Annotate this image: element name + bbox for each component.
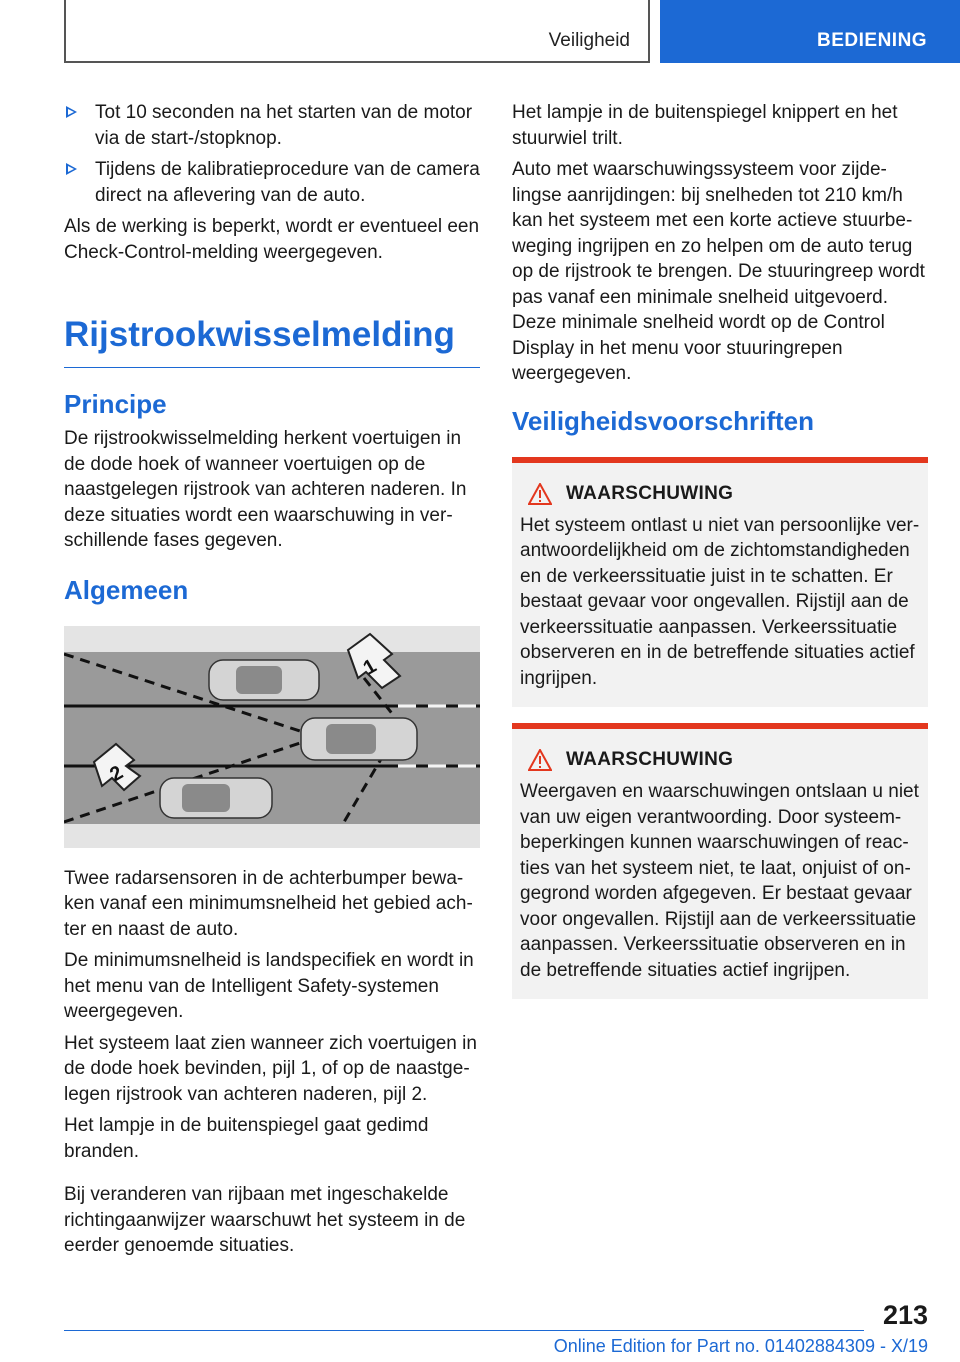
page-number: 213	[882, 1300, 928, 1330]
road-diagram	[64, 626, 480, 848]
car-icon	[160, 778, 272, 818]
radar-paragraph: Twee radarsensoren in de achterbumper bewaken vanaf een minimumsnelheid het gebied achter en naast de auto.	[64, 867, 473, 940]
left-column	[64, 100, 480, 1265]
warning-box	[512, 457, 928, 708]
arrow-2-label: 2	[106, 761, 127, 786]
header-chapter-tab[interactable]	[660, 0, 960, 63]
warning-text: Het systeem ontlast u niet van persoonlijke verantwoordelijkheid om de zichtomstandigheden en de verkeerssituatie juist in te schatten. Er bestaat gevaar voor ongevallen. Rijstijl aan de verkeerssituatie aanpassen. Verkeerssituatie observeren en in de betreffende situaties actief ingrijpen.	[520, 514, 920, 689]
page-title: Rijstrookwisselmelding	[64, 313, 480, 368]
footer-edition: Online Edition for Part no. 01402884309 - X/19	[553, 1336, 928, 1356]
min-speed-paragraph: De minimumsnelheid is landspecifiek en wordt in het menu van de Intelligent Safety-systemen weergegeven.	[64, 950, 474, 1022]
arrow-1-label: 1	[359, 654, 381, 680]
footer-divider	[64, 1330, 864, 1331]
warning-triangle-icon	[528, 749, 552, 771]
mirror-lamp-paragraph: Het lampje in de buitenspiegel gaat gedimd branden.	[64, 1115, 429, 1162]
principe-paragraph: De rijstrookwisselmelding herkent voertuigen in de dode hoek of wanneer voertuigen op de naastgelegen rijstrook van achteren naderen. In deze situaties wordt een waarschuwing in verschillende fases gegeven.	[64, 428, 467, 551]
mirror-blink-paragraph: Het lampje in de buitenspiegel knippert en het stuurwiel trilt.	[512, 102, 898, 149]
bullet-text: Tot 10 seconden na het starten van de motor via de start-/stopknop.	[95, 102, 473, 149]
header-chapter-label: BEDIENING	[817, 30, 928, 51]
section-heading-safety: Veiligheidsvoorschriften	[512, 405, 814, 436]
warning-triangle-icon	[528, 483, 552, 505]
bullet-text: Tijdens de kalibratieprocedure van de camera direct na aflevering van de auto.	[95, 159, 480, 206]
right-column	[512, 100, 928, 1015]
warning-text: Weergaven en waarschuwingen ontslaan u niet van uw eigen verantwoording. Door systeembeperkingen kunnen waarschuwingen of reacties van het systeem niet, te laat, onjuist of ongegrond worden afgegeven. Er bestaat gevaar voor ongevallen. Rijstijl aan de verkeerssituatie aanpassen. Verkeerssituatie observeren en in de betreffende situaties actief ingrijpen.	[520, 781, 919, 981]
car-icon	[301, 718, 417, 760]
section-heading-algemeen: Algemeen	[64, 574, 189, 605]
note-paragraph: Als de werking is beperkt, wordt er eventueel een Check-Control-melding weergegeven.	[64, 216, 480, 263]
bullet-triangle-icon	[66, 106, 77, 118]
warning-box	[512, 723, 928, 999]
bullet-item	[64, 100, 480, 151]
section-heading-principe: Principe	[64, 389, 167, 419]
collision-warning-paragraph: Auto met waarschuwingssysteem voor zijdelingse aanrijdingen: bij snelheden tot 210 km/h kan het systeem met een korte actieve stuurbeweging ingrijpen en zo helpen om de auto terug op de rijstrook te brengen. De stuuringreep wordt pas vanaf een minimale snelheid uitgevoerd. Deze minimale snelheid wordt op de Control Display in het menu voor stuuringrepen weergegeven.	[512, 159, 925, 384]
system-display-paragraph: Het systeem laat zien wanneer zich voertuigen in de dode hoek bevinden, pijl 1, of op de naastgelegen rijstrook van achteren naderen, pijl 2.	[64, 1032, 477, 1105]
warning-title: WAARSCHUWING	[566, 749, 734, 770]
bullet-triangle-icon	[66, 163, 77, 175]
car-icon	[209, 660, 319, 700]
lane-change-paragraph: Bij veranderen van rijbaan met ingeschakelde richtingaanwijzer waarschuwt het systeem in de eerder genoemde situaties.	[64, 1184, 466, 1256]
header-section-title: Veiligheid	[548, 30, 630, 51]
lane-change-illustration	[64, 626, 480, 848]
warning-title: WAARSCHUWING	[566, 482, 734, 504]
bullet-item	[64, 157, 480, 208]
